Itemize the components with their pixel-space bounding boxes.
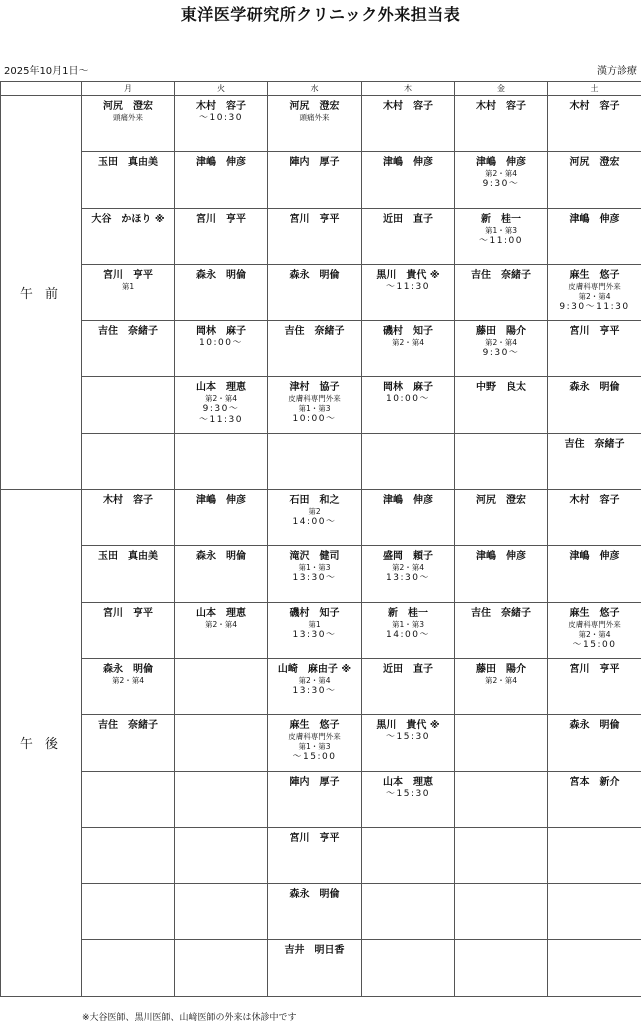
schedule-cell <box>455 546 548 602</box>
doctor-name: 中野 良太 <box>476 382 526 394</box>
doctor-name: 森永 明倫 <box>196 269 246 281</box>
schedule-note: 第2・第4 <box>484 169 518 179</box>
doctor-name: 近田 直子 <box>383 663 433 675</box>
doctor-name: 藤田 陽介 <box>476 326 526 338</box>
schedule-cell <box>362 546 455 602</box>
clinic-time: 13:30〜 <box>292 629 337 640</box>
clinic-time: 9:30〜11:30 <box>559 301 630 312</box>
doctor-name: 森永 明倫 <box>569 382 620 394</box>
schedule-cell <box>175 433 268 489</box>
doctor-name: 山本 理恵 <box>196 382 246 394</box>
schedule-cell <box>548 884 641 940</box>
schedule-cell <box>362 96 455 152</box>
morning-row <box>1 377 641 433</box>
schedule-cell <box>548 602 641 658</box>
clinic-time: 13:30〜 <box>292 573 337 584</box>
schedule-cell <box>455 602 548 658</box>
doctor-name: 石田 和之 <box>289 495 340 507</box>
doctor-name: 吉井 明日香 <box>284 945 345 957</box>
doctor-name: 河尻 澄宏 <box>569 157 620 169</box>
schedule-cell <box>362 321 455 377</box>
morning-row <box>1 208 641 264</box>
clinic-time: 〜15:00 <box>292 752 337 763</box>
afternoon-row <box>1 827 641 883</box>
schedule-cell <box>455 658 548 714</box>
schedule-cell <box>175 715 268 771</box>
schedule-cell <box>82 208 175 264</box>
schedule-cell <box>175 208 268 264</box>
day-header: 月 <box>82 82 175 96</box>
doctor-name: 黒川 貴代 ※ <box>376 720 440 732</box>
schedule-cell <box>362 264 455 320</box>
schedule-cell <box>175 658 268 714</box>
schedule-cell <box>268 884 362 940</box>
doctor-name: 吉住 奈緒子 <box>471 607 531 619</box>
schedule-note: 第1・第3 <box>484 225 518 235</box>
day-header: 土 <box>548 82 641 96</box>
schedule-cell <box>82 771 175 827</box>
doctor-name: 木村 容子 <box>103 495 153 507</box>
doctor-name: 岡林 麻子 <box>196 326 246 338</box>
schedule-cell <box>268 490 362 546</box>
clinic-time: 〜15:30 <box>386 788 430 799</box>
schedule-cell <box>268 208 362 264</box>
schedule-cell <box>268 602 362 658</box>
schedule-note: 第1・第3 <box>298 563 331 573</box>
doctor-name: 津嶋 伸彦 <box>383 157 433 169</box>
afternoon-row <box>1 884 641 940</box>
schedule-note: 皮膚科専門外来 <box>288 732 341 742</box>
schedule-cell <box>548 433 641 489</box>
doctor-name: 河尻 澄宏 <box>476 495 526 507</box>
clinic-time: 10:00〜 <box>199 338 243 349</box>
schedule-cell <box>175 321 268 377</box>
doctor-name: 宮川 亨平 <box>569 326 620 338</box>
doctor-name: 宮川 亨平 <box>103 607 153 619</box>
doctor-name: 宮川 亨平 <box>289 832 340 844</box>
schedule-cell <box>548 264 641 320</box>
morning-row <box>1 96 641 152</box>
effective-date: 2025年10月1日〜 <box>4 66 89 77</box>
schedule-cell <box>82 377 175 433</box>
clinic-time: 13:30〜 <box>386 573 430 584</box>
schedule-cell <box>362 208 455 264</box>
doctor-name: 山本 理恵 <box>196 607 246 619</box>
corner-cell <box>1 82 82 96</box>
schedule-cell <box>82 715 175 771</box>
schedule-note: 皮膚科専門外来 <box>568 281 621 291</box>
doctor-name: 津嶋 伸彦 <box>196 495 246 507</box>
morning-row <box>1 152 641 208</box>
schedule-note: 第2・第4 <box>391 563 425 573</box>
schedule-note: 皮膚科専門外来 <box>568 619 621 629</box>
schedule-note: 頭痛外来 <box>113 113 143 122</box>
department-label: 漢方診療 <box>597 66 637 77</box>
doctor-name: 森永 明倫 <box>569 720 620 732</box>
schedule-cell <box>362 490 455 546</box>
doctor-name: 磯村 知子 <box>383 326 433 338</box>
schedule-cell <box>268 940 362 996</box>
schedule-cell <box>268 715 362 771</box>
schedule-note: 第1・第3 <box>391 619 425 629</box>
schedule-cell <box>268 827 362 883</box>
schedule-note: 頭痛外来 <box>299 113 330 122</box>
schedule-cell <box>455 264 548 320</box>
doctor-name: 津嶋 伸彦 <box>569 551 620 563</box>
clinic-time: 13:30〜 <box>292 685 337 696</box>
day-header: 金 <box>455 82 548 96</box>
schedule-note: 第2・第4 <box>484 675 518 685</box>
doctor-name: 滝沢 健司 <box>289 551 340 563</box>
schedule-cell <box>548 377 641 433</box>
schedule-cell <box>362 658 455 714</box>
schedule-cell <box>362 827 455 883</box>
doctor-name: 河尻 澄宏 <box>103 101 153 112</box>
page-title: 東洋医学研究所クリニック外来担当表 <box>180 5 461 24</box>
schedule-cell <box>548 152 641 208</box>
schedule-cell <box>548 827 641 883</box>
schedule-cell <box>268 152 362 208</box>
schedule-cell <box>268 546 362 602</box>
doctor-name: 森永 明倫 <box>289 269 340 281</box>
doctor-name: 木村 容子 <box>569 495 620 507</box>
schedule-cell <box>268 321 362 377</box>
doctor-name: 陣内 厚子 <box>289 157 340 169</box>
schedule-cell <box>175 546 268 602</box>
doctor-name: 麻生 悠子 <box>289 720 340 732</box>
doctor-name: 磯村 知子 <box>289 607 340 619</box>
doctor-name: 藤田 陽介 <box>476 663 526 675</box>
day-header: 火 <box>175 82 268 96</box>
doctor-name: 吉住 奈緒子 <box>284 326 345 338</box>
doctor-name: 津村 協子 <box>289 382 340 394</box>
schedule-table <box>0 81 641 997</box>
schedule-cell <box>175 602 268 658</box>
schedule-cell <box>455 490 548 546</box>
doctor-name: 陣内 厚子 <box>289 776 340 788</box>
schedule-cell <box>82 546 175 602</box>
schedule-cell <box>548 96 641 152</box>
doctor-name: 吉住 奈緒子 <box>471 269 531 281</box>
schedule-note: 皮膚科専門外来 <box>288 394 341 404</box>
doctor-name: 森永 明倫 <box>289 889 340 901</box>
morning-row <box>1 433 641 489</box>
schedule-cell <box>82 602 175 658</box>
doctor-name: 森永 明倫 <box>196 551 246 563</box>
schedule-cell <box>175 940 268 996</box>
doctor-name: 麻生 悠子 <box>569 269 620 281</box>
afternoon-row <box>1 546 641 602</box>
schedule-cell <box>82 433 175 489</box>
schedule-cell <box>455 827 548 883</box>
schedule-cell <box>268 658 362 714</box>
doctor-name: 吉住 奈緒子 <box>98 720 158 732</box>
schedule-cell <box>82 96 175 152</box>
schedule-note: 第1・第3 <box>298 404 331 414</box>
morning-row <box>1 321 641 377</box>
schedule-cell <box>362 940 455 996</box>
clinic-time: 〜11:00 <box>479 235 523 246</box>
doctor-name: 吉住 奈緒子 <box>98 326 158 338</box>
clinic-time: 〜11:30 <box>386 281 430 292</box>
clinic-time: 10:00〜 <box>386 394 430 405</box>
schedule-note: 第1 <box>308 619 321 629</box>
schedule-cell <box>548 208 641 264</box>
schedule-cell <box>82 827 175 883</box>
doctor-name: 吉住 奈緒子 <box>564 438 625 450</box>
doctor-name: 津嶋 伸彦 <box>569 213 620 225</box>
schedule-cell <box>175 377 268 433</box>
afternoon-row <box>1 490 641 546</box>
schedule-cell <box>455 152 548 208</box>
schedule-cell <box>175 827 268 883</box>
schedule-cell <box>548 321 641 377</box>
doctor-name: 木村 容子 <box>383 101 433 112</box>
doctor-name: 玉田 真由美 <box>98 157 158 169</box>
schedule-cell <box>548 940 641 996</box>
schedule-cell <box>455 771 548 827</box>
schedule-cell <box>548 490 641 546</box>
schedule-cell <box>82 884 175 940</box>
schedule-cell <box>455 96 548 152</box>
schedule-cell <box>362 771 455 827</box>
afternoon-row <box>1 658 641 714</box>
schedule-cell <box>548 771 641 827</box>
schedule-cell <box>268 377 362 433</box>
afternoon-row <box>1 940 641 996</box>
doctor-name: 盛岡 頼子 <box>383 551 433 563</box>
doctor-name: 木村 容子 <box>196 101 246 112</box>
schedule-cell <box>82 940 175 996</box>
schedule-note: 第2・第4 <box>298 675 331 685</box>
schedule-cell <box>82 321 175 377</box>
clinic-time: 14:00〜 <box>292 517 337 528</box>
schedule-note: 第1 <box>121 281 135 291</box>
footnote: ※大谷医師、黒川医師、山﨑医師の外来は休診中です <box>82 1013 297 1023</box>
doctor-name: 津嶋 伸彦 <box>383 495 433 507</box>
schedule-cell <box>455 884 548 940</box>
schedule-cell <box>455 321 548 377</box>
doctor-name: 新 桂一 <box>388 607 428 619</box>
day-header: 木 <box>362 82 455 96</box>
schedule-note: 第2・第4 <box>484 338 518 348</box>
schedule-cell <box>455 377 548 433</box>
schedule-cell <box>362 152 455 208</box>
doctor-name: 河尻 澄宏 <box>289 101 340 112</box>
clinic-time: 9:30〜 <box>482 179 520 190</box>
doctor-name: 大谷 かほり ※ <box>91 213 165 225</box>
schedule-cell <box>82 264 175 320</box>
doctor-name: 玉田 真由美 <box>98 551 158 563</box>
doctor-name: 宮川 亨平 <box>103 269 153 281</box>
doctor-name: 山崎 麻由子 ※ <box>277 663 352 675</box>
schedule-cell <box>548 658 641 714</box>
doctor-name: 黒川 貴代 ※ <box>376 269 440 281</box>
clinic-time: 14:00〜 <box>386 629 430 640</box>
doctor-name: 新 桂一 <box>481 213 521 225</box>
doctor-name: 津嶋 伸彦 <box>196 157 246 169</box>
doctor-name: 宮川 亨平 <box>196 213 246 225</box>
clinic-time: 〜15:00 <box>572 639 617 650</box>
doctor-name: 森永 明倫 <box>103 663 153 675</box>
doctor-name: 宮川 亨平 <box>569 663 620 675</box>
schedule-cell <box>175 884 268 940</box>
morning-period-label: 午 前 <box>1 96 82 490</box>
doctor-name: 宮本 新介 <box>569 776 620 788</box>
doctor-name: 木村 容子 <box>476 101 526 112</box>
schedule-cell <box>455 433 548 489</box>
schedule-cell <box>82 658 175 714</box>
clinic-time: 〜11:30 <box>199 415 243 426</box>
schedule-note: 第2 <box>308 507 321 517</box>
day-header: 水 <box>268 82 362 96</box>
schedule-cell <box>82 152 175 208</box>
schedule-cell <box>362 884 455 940</box>
morning-row <box>1 264 641 320</box>
schedule-cell <box>175 490 268 546</box>
schedule-cell <box>455 940 548 996</box>
schedule-cell <box>455 208 548 264</box>
doctor-name: 津嶋 伸彦 <box>476 551 526 563</box>
doctor-name: 岡林 麻子 <box>383 382 433 394</box>
afternoon-period-label: 午 後 <box>1 490 82 997</box>
clinic-time: 9:30〜 <box>202 404 240 415</box>
clinic-time: 10:00〜 <box>292 414 337 425</box>
schedule-cell <box>548 715 641 771</box>
schedule-note: 第1・第3 <box>298 742 331 752</box>
doctor-name: 津嶋 伸彦 <box>476 157 526 169</box>
clinic-time: 〜15:30 <box>386 732 430 743</box>
schedule-cell <box>175 96 268 152</box>
schedule-cell <box>175 152 268 208</box>
doctor-name: 木村 容子 <box>569 101 620 112</box>
doctor-name: 山本 理恵 <box>383 776 433 788</box>
schedule-note: 第2・第4 <box>578 291 611 301</box>
schedule-note: 第2・第4 <box>391 338 425 348</box>
schedule-cell <box>82 490 175 546</box>
afternoon-row <box>1 715 641 771</box>
doctor-name: 宮川 亨平 <box>289 213 340 225</box>
schedule-cell <box>455 715 548 771</box>
schedule-note: 第2・第4 <box>204 394 238 404</box>
schedule-cell <box>548 546 641 602</box>
doctor-name: 麻生 悠子 <box>569 607 620 619</box>
doctor-name: 近田 直子 <box>383 213 433 225</box>
clinic-time: 〜10:30 <box>199 113 243 123</box>
schedule-cell <box>362 715 455 771</box>
afternoon-row <box>1 771 641 827</box>
schedule-cell <box>362 377 455 433</box>
clinic-time: 9:30〜 <box>482 348 520 359</box>
schedule-cell <box>268 264 362 320</box>
day-header-row <box>1 82 641 96</box>
schedule-cell <box>362 602 455 658</box>
schedule-cell <box>175 264 268 320</box>
schedule-note: 第2・第4 <box>111 675 145 685</box>
schedule-cell <box>175 771 268 827</box>
schedule-note: 第2・第4 <box>204 619 238 629</box>
schedule-note: 第2・第4 <box>578 629 611 639</box>
schedule-cell <box>268 771 362 827</box>
schedule-cell <box>268 433 362 489</box>
schedule-cell <box>362 433 455 489</box>
schedule-cell <box>268 96 362 152</box>
afternoon-row <box>1 602 641 658</box>
